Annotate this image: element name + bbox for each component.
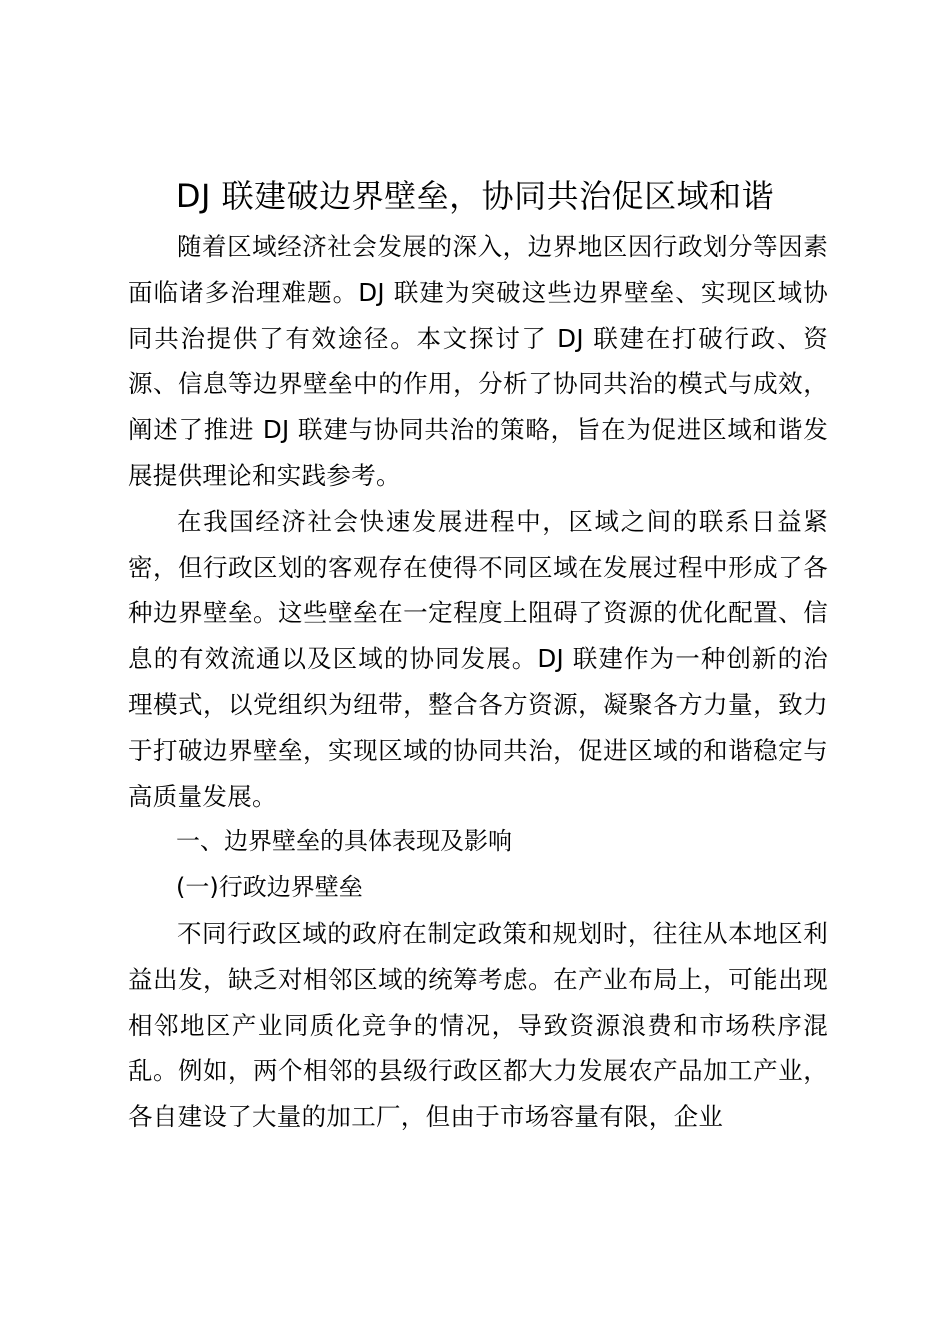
section-heading: 一、边界壁垒的具体表现及影响: [176, 827, 512, 856]
subsection-heading: (一)行政边界壁垒: [176, 873, 363, 902]
document-body: [128, 224, 828, 1140]
paragraph-introduction: 在我国经济社会快速发展进程中，区域之间的联系日益紧密，但行政区划的客观存在使得不同区域在发展过程中形成了各种边界壁垒。这些壁垒在一定程度上阻碍了资源的优化配置、信息的有效流通以及区域的协同发展。DJ 联建作为一种创新的治理模式，以党组织为纽带，整合各方资源，凝聚各方力量，致力于打破边界壁垒，实现区域的协同共治，促进区域的和谐稳定与高质量发展。: [128, 506, 828, 811]
document-title: DJ 联建破边界壁垒，协同共治促区域和谐: [175, 177, 775, 215]
paragraph-administrative-barrier: 不同行政区域的政府在制定政策和规划时，往往从本地区利益出发，缺乏对相邻区域的统筹考虑。在产业布局上，可能出现相邻地区产业同质化竞争的情况，导致资源浪费和市场秩序混乱。例如，两个相邻的县级行政区都大力发展农产品加工产业，各自建设了大量的加工厂，但由于市场容量有限，企业: [128, 918, 828, 1132]
paragraph-abstract: 随着区域经济社会发展的深入，边界地区因行政划分等因素面临诸多治理难题。DJ 联建为突破这些边界壁垒、实现区域协同共治提供了有效途径。本文探讨了 DJ 联建在打破行政、资源、信息等边界壁垒中的作用，分析了协同共治的模式与成效，阐述了推进 DJ 联建与协同共治的策略，旨在为促进区域和谐发展提供理论和实践参考。: [128, 232, 828, 490]
